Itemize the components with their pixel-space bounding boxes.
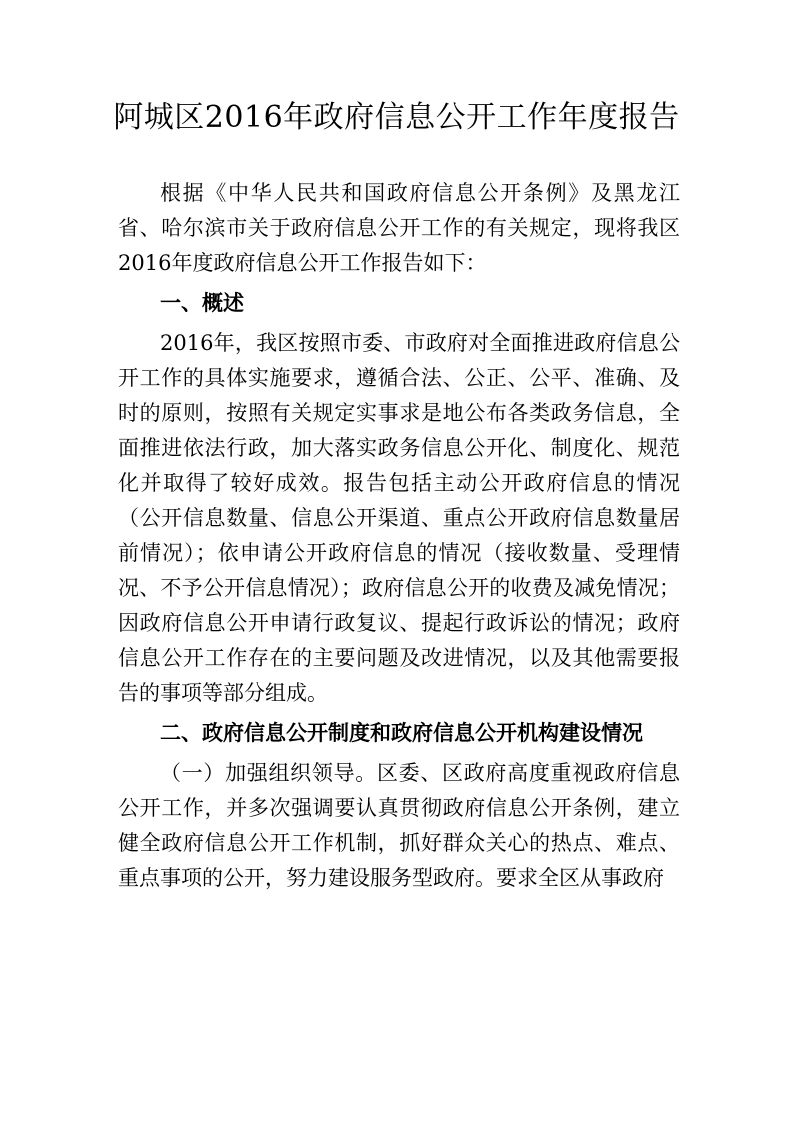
section-heading-overview: 一、概述	[160, 291, 244, 315]
intro-paragraph: 根据《中华人民共和国政府信息公开条例》及黑龙江省、哈尔滨市关于政府信息公开工作的有关规定，现将我区2016年度政府信息公开工作报告如下：	[118, 181, 680, 275]
section-heading-system-building: 二、政府信息公开制度和政府信息公开机构建设情况	[160, 721, 643, 745]
system-building-paragraph: （一）加强组织领导。区委、区政府高度重视政府信息公开工作，并多次强调要认真贯彻政府信息公开条例，建立健全政府信息公开工作机制，抓好群众关心的热点、难点、重点事项的公开，努力建设服务型政府。要求全区从事政府	[118, 761, 680, 890]
document-body	[118, 176, 680, 898]
overview-paragraph: 2016年，我区按照市委、市政府对全面推进政府信息公开工作的具体实施要求，遵循合法、公正、公平、准确、及时的原则，按照有关规定实事求是地公布各类政务信息，全面推进依法行政，加大落实政务信息公开化、制度化、规范化并取得了较好成效。报告包括主动公开政府信息的情况（公开信息数量、信息公开渠道、重点公开政府信息数量居前情况）；依申请公开政府信息的情况（接收数量、受理情况、不予公开信息情况）；政府信息公开的收费及减免情况；因政府信息公开申请行政复议、提起行政诉讼的情况；政府信息公开工作存在的主要问题及改进情况，以及其他需要报告的事项等部分组成。	[118, 331, 680, 705]
document-title: 阿城区2016年政府信息公开工作年度报告	[113, 100, 680, 135]
